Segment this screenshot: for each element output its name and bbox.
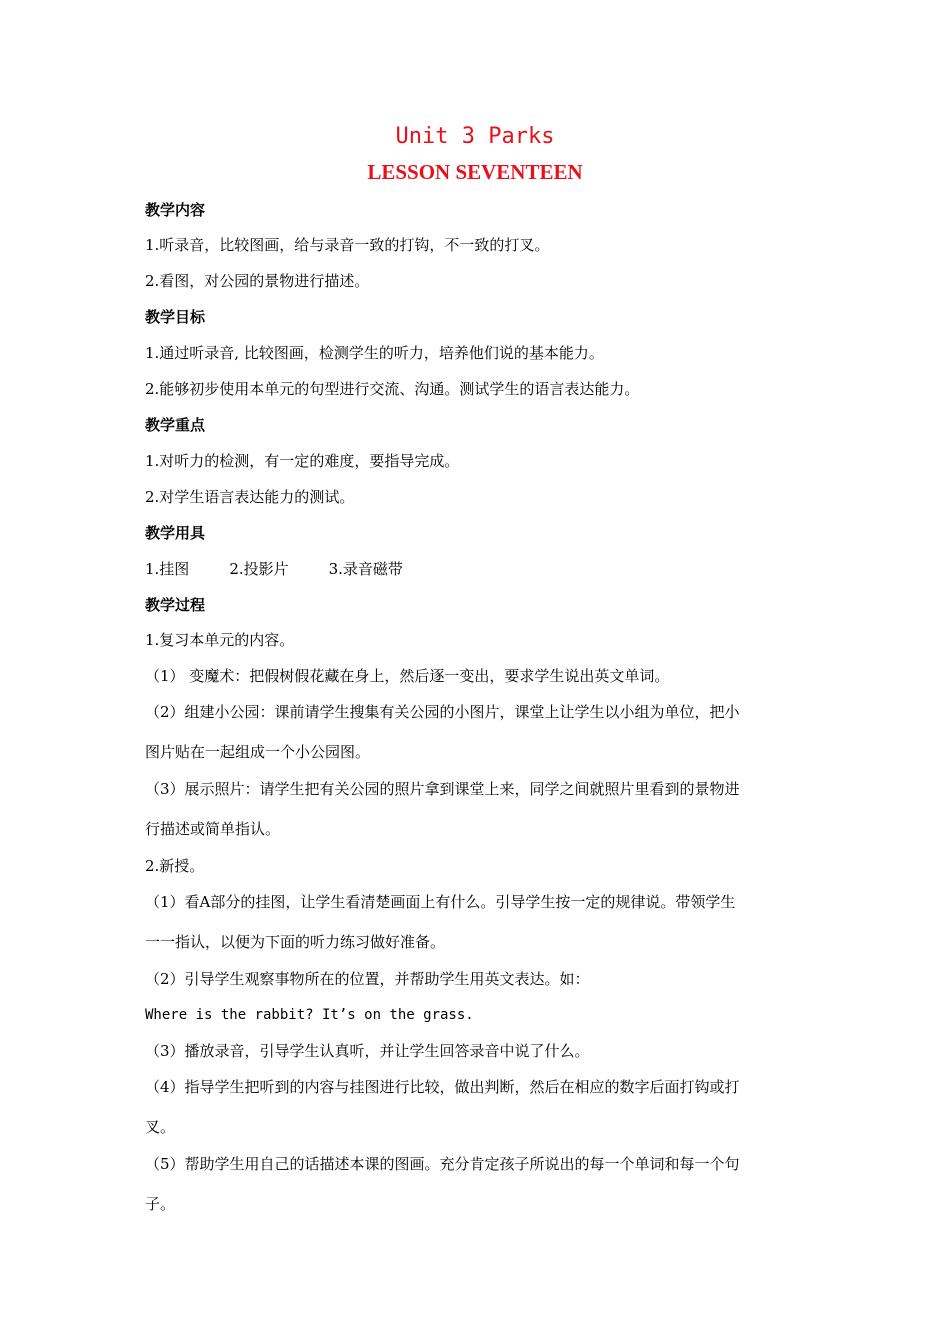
- process-step-1: 1.复习本单元的内容。: [145, 631, 295, 649]
- goal-item-1: 1.通过听录音, 比较图画，检测学生的听力，培养他们说的基本能力。: [145, 344, 604, 362]
- process-step-1-2a: （2）组建小公园：课前请学生搜集有关公园的小图片，课堂上让学生以小组为单位，把小: [145, 703, 740, 721]
- process-step-2-2: （2）引导学生观察事物所在的位置，并帮助学生用英文表达。如：: [145, 970, 590, 988]
- goal-item-2: 2.能够初步使用本单元的句型进行交流、沟通。测试学生的语言表达能力。: [145, 380, 640, 398]
- section-heading-tools: 教学用具: [145, 524, 206, 542]
- unit-title: Unit 3 Parks: [395, 124, 555, 149]
- section-heading-process: 教学过程: [145, 596, 206, 614]
- process-step-2-4b: 叉。: [145, 1118, 176, 1136]
- tools-list: [145, 559, 403, 579]
- content-item-1: 1.听录音，比较图画，给与录音一致的打钩，不一致的打叉。: [145, 236, 550, 254]
- process-step-2-1b: 一一指认，以便为下面的听力练习做好准备。: [145, 933, 446, 951]
- process-step-1-1: （1） 变魔术：把假树假花藏在身上，然后逐一变出，要求学生说出英文单词。: [145, 667, 670, 685]
- process-step-2-4a: （4）指导学生把听到的内容与挂图进行比较，做出判断，然后在相应的数字后面打钩或打: [145, 1078, 740, 1096]
- tool-item-3: 3.录音磁带: [328, 560, 403, 578]
- content-item-2: 2.看图，对公园的景物进行描述。: [145, 272, 370, 290]
- process-step-2: 2.新授。: [145, 857, 205, 875]
- process-step-2-1a: （1）看A部分的挂图，让学生看清楚画面上有什么。引导学生按一定的规律说。带领学生: [145, 893, 736, 911]
- lesson-title: LESSON SEVENTEEN: [367, 160, 583, 184]
- key-item-2: 2.对学生语言表达能力的测试。: [145, 488, 355, 506]
- tool-item-1: 1.挂图: [145, 560, 190, 578]
- section-heading-key: 教学重点: [145, 416, 206, 434]
- process-step-1-2b: 图片贴在一起组成一个小公园图。: [145, 743, 371, 761]
- process-step-2-3: （3）播放录音，引导学生认真听，并让学生回答录音中说了什么。: [145, 1042, 590, 1060]
- process-step-1-3b: 行描述或简单指认。: [145, 820, 281, 838]
- section-heading-goals: 教学目标: [145, 308, 206, 326]
- process-step-2-5a: （5）帮助学生用自己的话描述本课的图画。充分肯定孩子所说出的每一个单词和每一个句: [145, 1155, 740, 1173]
- process-example: Where is the rabbit? It’s on the grass.: [145, 1007, 474, 1023]
- tool-item-2: 2.投影片: [229, 560, 289, 578]
- process-step-2-5b: 子。: [145, 1195, 176, 1213]
- section-heading-content: 教学内容: [145, 201, 206, 219]
- process-step-1-3a: （3）展示照片：请学生把有关公园的照片拿到课堂上来，同学之间就照片里看到的景物进: [145, 780, 740, 798]
- key-item-1: 1.对听力的检测，有一定的难度，要指导完成。: [145, 452, 460, 470]
